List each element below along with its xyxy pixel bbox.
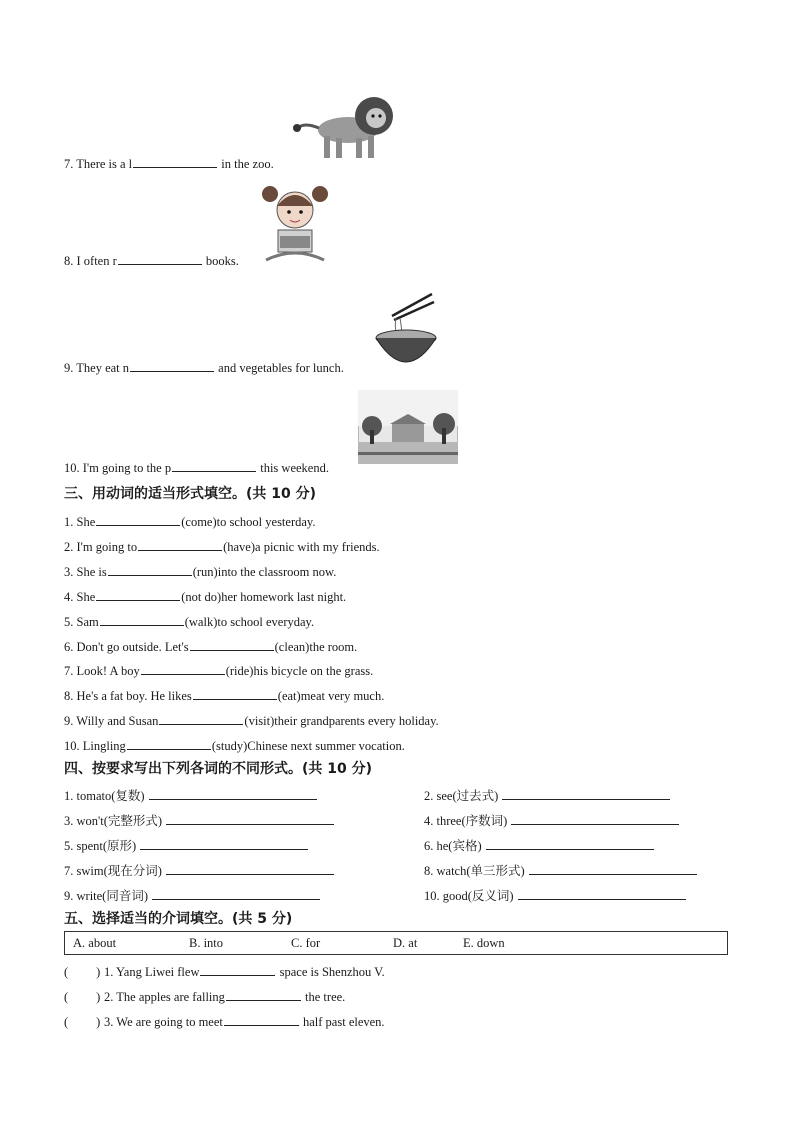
answer-blank[interactable] xyxy=(96,588,180,601)
answer-blank[interactable] xyxy=(226,988,301,1001)
option-e: E. down xyxy=(463,936,505,950)
answer-blank[interactable] xyxy=(100,613,184,626)
answer-blank[interactable] xyxy=(502,787,670,800)
section3-item: 6. Don't go outside. Let's (clean)the room. xyxy=(64,640,358,654)
lion-icon xyxy=(292,92,408,164)
answer-blank[interactable] xyxy=(141,662,225,675)
answer-paren[interactable]: ( ) xyxy=(64,990,101,1004)
girl-reading-icon xyxy=(256,180,336,264)
section4-item: 1. tomato(复数) xyxy=(64,787,318,804)
section3-item: 4. She (not do)her homework last night. xyxy=(64,590,347,604)
section4-item: 6. he(宾格) xyxy=(424,837,655,854)
answer-blank[interactable] xyxy=(190,638,274,651)
section4-title: 四、按要求写出下列各词的不同形式。(共 10 分) xyxy=(64,761,373,777)
section4-item: 9. write(同音词) xyxy=(64,887,321,904)
picture-item-8: 8. I often r books. xyxy=(64,254,239,268)
option-c: C. for xyxy=(291,936,321,950)
answer-blank[interactable] xyxy=(130,359,214,372)
answer-paren[interactable]: ( ) xyxy=(64,1015,101,1029)
section4-item: 3. won't(完整形式) xyxy=(64,812,335,829)
answer-blank[interactable] xyxy=(200,963,275,976)
answer-blank[interactable] xyxy=(118,252,202,265)
section4-item: 10. good(反义词) xyxy=(424,887,687,904)
noodles-bowl-icon xyxy=(372,290,452,370)
section3-item: 3. She is (run)into the classroom now. xyxy=(64,565,337,579)
answer-blank[interactable] xyxy=(152,887,320,900)
answer-blank[interactable] xyxy=(159,712,243,725)
answer-paren[interactable]: ( ) xyxy=(64,965,101,979)
section3-item: 2. I'm going to (have)a picnic with my friends. xyxy=(64,540,380,554)
answer-blank[interactable] xyxy=(138,538,222,551)
option-d: D. at xyxy=(393,936,418,950)
section4-item: 5. spent(原形) xyxy=(64,837,309,854)
answer-blank[interactable] xyxy=(96,513,180,526)
answer-blank[interactable] xyxy=(140,837,308,850)
section3-item: 1. She (come)to school yesterday. xyxy=(64,515,316,529)
section3-item: 5. Sam (walk)to school everyday. xyxy=(64,615,315,629)
answer-blank[interactable] xyxy=(518,887,686,900)
section4-item: 8. watch(单三形式) xyxy=(424,862,698,879)
section5-item: ( ) 2. The apples are falling the tree. xyxy=(64,990,346,1004)
option-a: A. about xyxy=(73,936,117,950)
answer-blank[interactable] xyxy=(108,563,192,576)
answer-blank[interactable] xyxy=(166,812,334,825)
answer-blank[interactable] xyxy=(193,687,277,700)
park-icon xyxy=(358,390,458,464)
answer-blank[interactable] xyxy=(529,862,697,875)
section5-item: ( ) 3. We are going to meet half past eleven. xyxy=(64,1015,385,1029)
section4-item: 7. swim(现在分词) xyxy=(64,862,335,879)
picture-item-9: 9. They eat n and vegetables for lunch. xyxy=(64,361,344,375)
section5-item: ( ) 1. Yang Liwei flew space is Shenzhou V. xyxy=(64,965,385,979)
answer-blank[interactable] xyxy=(486,837,654,850)
section3-title: 三、用动词的适当形式填空。(共 10 分) xyxy=(64,486,317,502)
options-box xyxy=(64,931,728,955)
answer-blank[interactable] xyxy=(172,459,256,472)
answer-blank[interactable] xyxy=(133,155,217,168)
answer-blank[interactable] xyxy=(127,737,211,750)
answer-blank[interactable] xyxy=(224,1013,299,1026)
section4-item: 4. three(序数词) xyxy=(424,812,680,829)
section3-item: 8. He's a fat boy. He likes (eat)meat very much. xyxy=(64,689,385,703)
answer-blank[interactable] xyxy=(149,787,317,800)
option-b: B. into xyxy=(189,936,224,950)
picture-item-7: 7. There is a l in the zoo. xyxy=(64,157,274,171)
section5-title: 五、选择适当的介词填空。(共 5 分) xyxy=(64,911,293,927)
picture-item-10: 10. I'm going to the p this weekend. xyxy=(64,461,329,475)
answer-blank[interactable] xyxy=(166,862,334,875)
answer-blank[interactable] xyxy=(511,812,679,825)
section3-item: 7. Look! A boy (ride)his bicycle on the grass. xyxy=(64,664,374,678)
section3-item: 10. Lingling (study)Chinese next summer vocation. xyxy=(64,739,405,753)
section3-item: 9. Willy and Susan (visit)their grandparents every holiday. xyxy=(64,714,439,728)
section4-item: 2. see(过去式) xyxy=(424,787,671,804)
